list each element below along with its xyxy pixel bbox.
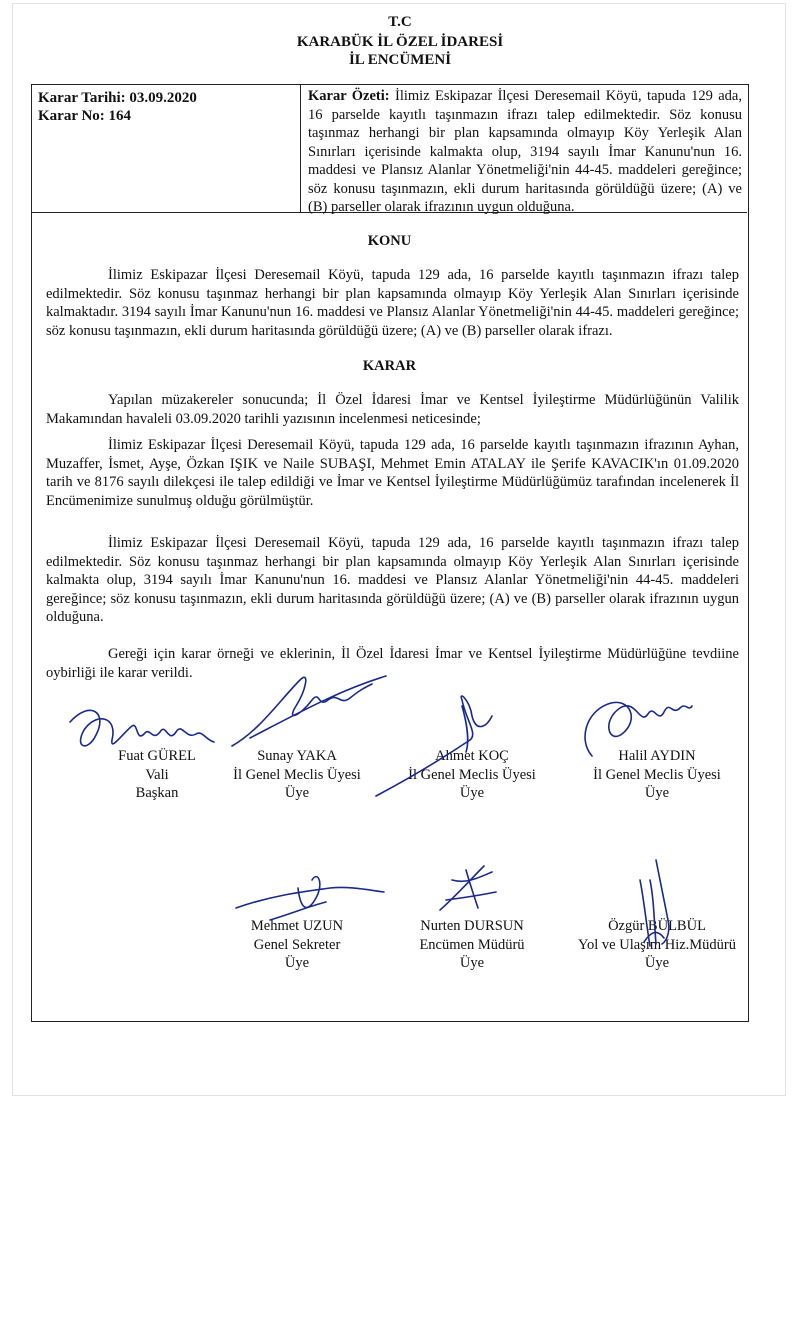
karar-paragraph-4: Gereği için karar örneği ve eklerinin, İl Özel İdaresi İmar ve Kentsel İyileştirme Müdürlüğüne tevdiine oybirliği ile karar verildi.: [46, 646, 739, 681]
signatory-name: Sunay YAKA: [257, 748, 337, 764]
signatory-position: Üye: [644, 785, 670, 801]
signatory-role: Yol ve Ulaşım Hiz.Müdürü: [577, 936, 737, 953]
decision-number: Karar No: 164: [38, 108, 132, 124]
signatory-role: Genel Sekreter: [253, 936, 341, 953]
signatory-role: İl Genel Meclis Üyesi: [593, 766, 721, 783]
signature-dursun: [440, 866, 496, 910]
signatory-name: Özgür BÜLBÜL: [608, 918, 706, 934]
signatory-name: Fuat GÜREL: [118, 748, 196, 764]
konu-text: İlimiz Eskipazar İlçesi Deresemail Köyü, tapuda 129 ada, 16 parselde kayıtlı taşınmazın ifrazı talep edilmektedir. Söz konusu taşınmaz herhangi bir plan kapsamında olmayıp Köy Yerleşik Alan Sınırları içerisinde kalmaktadır. 3194 sayılı İmar Kanunu'nun 16. maddesi ve Plansız Alanlar Yönetmeliği'nin 44-45. maddeleri gereğince; söz konusu taşınmazın, ekli durum haritasında görüldüğü üzere; (A) ve (B) parseller olarak ifrazı.: [46, 267, 739, 339]
konu-title: KONU: [367, 233, 412, 249]
signatory-position: Üye: [644, 955, 670, 971]
karar-paragraph-1: Yapılan müzakereler sonucunda; İl Özel İdaresi İmar ve Kentsel İyileştirme Müdürlüğünün Valilik Makamından havaleli 03.09.2020 tarihli yazısının incelenmesi neticesinde;: [46, 392, 739, 427]
signature-bulbul: [640, 860, 669, 946]
signature-koc: [376, 696, 492, 796]
header-institution: KARABÜK İL ÖZEL İDARESİ: [296, 34, 504, 50]
signature-yaka: [232, 676, 386, 746]
summary-text: İlimiz Eskipazar İlçesi Deresemail Köyü, tapuda 129 ada, 16 parselde kayıtlı taşınmazın ifrazı talep edilmektedir. Söz konusu taşınmaz herhangi bir plan kapsamında olmayıp Köy Yerleşik Alan Sınırları içerisinde kalmakta olup, 3194 sayılı İmar Kanunu'nun 16. maddesi ve Plansız Alanlar Yönetmeliği'nin 44-45. maddeleri gereğince; söz konusu taşınmazın, ekli durum haritasında görüldüğü üzere; (A) ve (B) parseller olarak ifrazının uygun olduğuna.: [308, 88, 742, 215]
signature-aydin: [585, 702, 692, 756]
header-tc: T.C: [388, 14, 412, 30]
signatory-position: Üye: [459, 955, 485, 971]
signature-uzun: [236, 877, 384, 920]
karar-paragraph-3: İlimiz Eskipazar İlçesi Deresemail Köyü, tapuda 129 ada, 16 parselde kayıtlı taşınmazın ifrazı talep edilmektedir. Söz konusu taşınmaz herhangi bir plan kapsamında olmayıp Köy Yerleşik Alan Sınırları içerisinde kalmakta olup, 3194 sayılı İmar Kanunu'nun 16. maddesi ve Plansız Alanlar Yönetmeliği'nin 44-45. maddeleri gereğince; söz konusu taşınmazın, ekli durum haritasında görüldüğü üzere; (A) ve (B) parseller olarak ifrazının uygun olduğuna.: [46, 535, 739, 625]
signatory-role: İl Genel Meclis Üyesi: [408, 766, 536, 783]
signatory-role: Encümen Müdürü: [419, 936, 525, 953]
signatory-name: Halil AYDIN: [618, 748, 696, 764]
signatory-name: Nurten DURSUN: [420, 918, 524, 934]
karar-title: KARAR: [362, 358, 417, 374]
signatory-position: Başkan: [135, 785, 179, 801]
karar-paragraph-2: İlimiz Eskipazar İlçesi Deresemail Köyü, tapuda 129 ada, 16 parselde kayıtlı taşınmazın ifrazının Ayhan, Muzaffer, İsmet, Ayşe, Özkan IŞIK ve Naile SUBAŞI, Mehmet Emin ATALAY ile Şerife KAVACIK'ın 01.09.2020 tarih ve 8176 sayılı dilekçesi ile talep edildiği ve İmar ve Kentsel İyileştirme Müdürlüğümüz tarafından incelenerek İl Encümenimize sunulmuş olduğu görülmüştür.: [46, 437, 739, 509]
signatory-role: İl Genel Meclis Üyesi: [233, 766, 361, 783]
signatory-position: Üye: [459, 785, 485, 801]
signatory-position: Üye: [284, 955, 310, 971]
decision-date: Karar Tarihi: 03.09.2020: [38, 90, 197, 106]
signature-gurel: [70, 710, 214, 745]
signatory-name: Ahmet KOÇ: [435, 748, 509, 764]
signatory-name: Mehmet UZUN: [250, 918, 344, 934]
signatory-position: Üye: [284, 785, 310, 801]
signatory-role: Vali: [145, 766, 169, 783]
summary-label: Karar Özeti:: [308, 88, 390, 104]
header-council: İL ENCÜMENİ: [348, 52, 452, 68]
